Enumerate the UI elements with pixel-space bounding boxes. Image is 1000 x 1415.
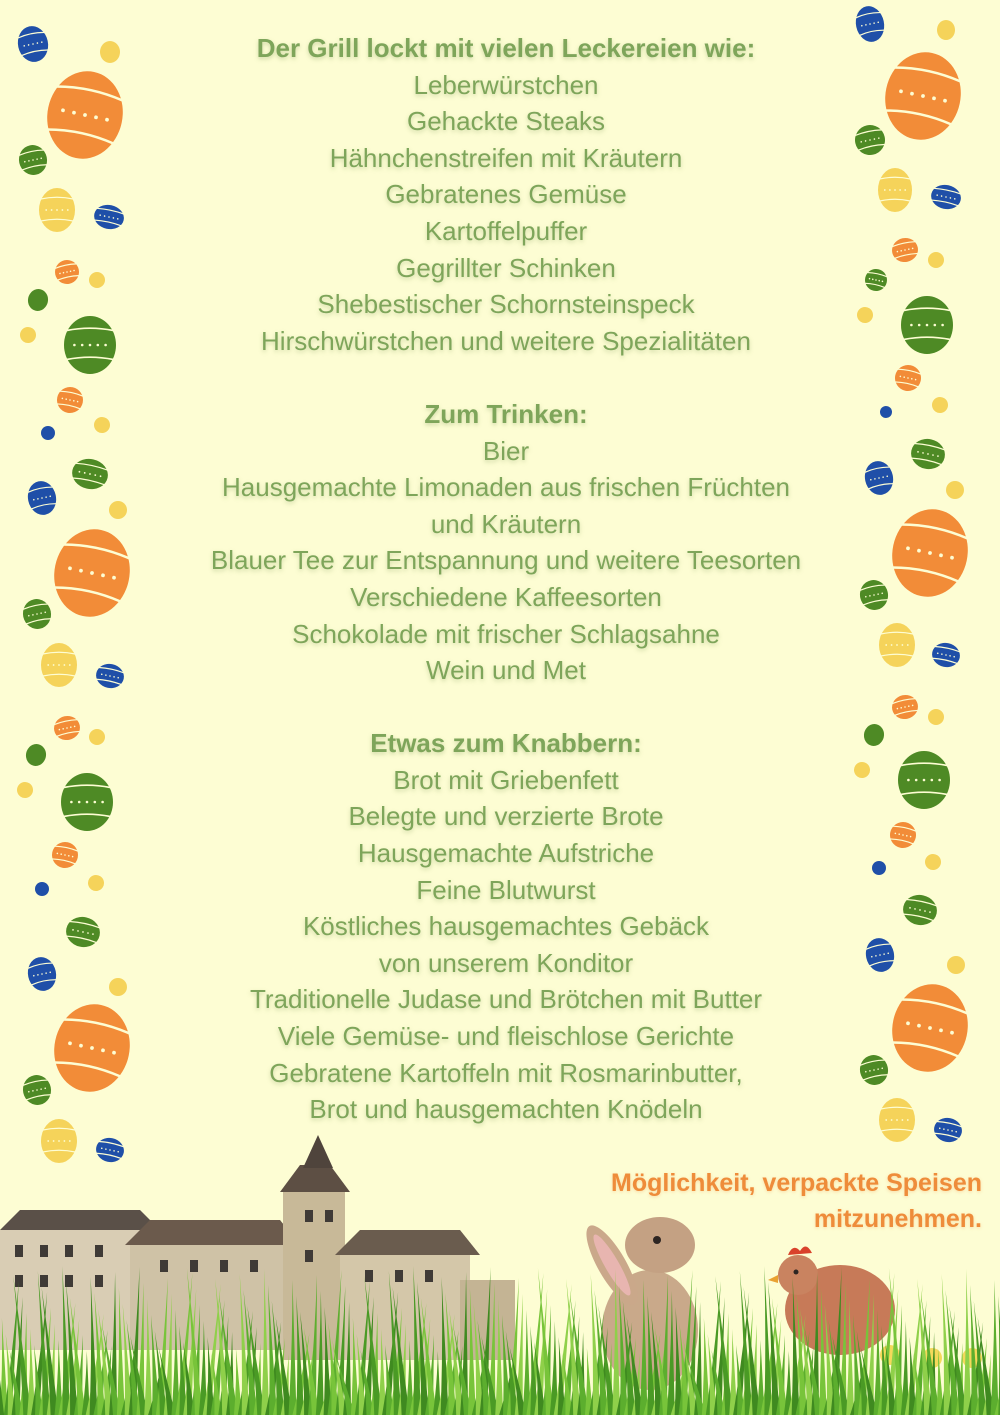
menu-item: Wein und Met: [426, 655, 586, 686]
menu-item: Traditionelle Judase und Brötchen mit Butter: [249, 984, 763, 1015]
menu-item: Hausgemachte Limonaden aus frischen Früchten: [222, 472, 790, 503]
menu-item: Brot und hausgemachten Knödeln: [309, 1094, 703, 1125]
menu-item: Feine Blutwurst: [416, 874, 596, 905]
section-heading: Zum Trinken:: [424, 398, 588, 429]
menu-item: Köstliches hausgemachtes Gebäck: [302, 911, 710, 942]
menu-item: und Kräutern: [430, 508, 582, 539]
menu-item: Verschiedene Kaffeesorten: [350, 581, 662, 612]
menu-item: Schokolade mit frischer Schlagsahne: [292, 618, 720, 649]
menu-item: Gegrillter Schinken: [396, 252, 616, 283]
section-heading: Der Grill lockt mit vielen Leckereien wie:: [256, 33, 756, 63]
menu: [6, 30, 1000, 1164]
menu-item: Gebratenes Gemüse: [385, 179, 627, 210]
menu-item: Kartoffelpuffer: [424, 215, 588, 246]
menu-item: Bier: [482, 435, 530, 466]
menu-item: Belegte und verzierte Brote: [348, 801, 664, 832]
menu-item: Gehackte Steaks: [407, 106, 605, 137]
menu-item: Brot mit Griebenfett: [393, 764, 619, 795]
menu-item: von unserem Konditor: [378, 947, 634, 978]
takeaway-note-line: mitzunehmen.: [813, 1205, 982, 1233]
menu-item: Blauer Tee zur Entspannung und weitere Teesorten: [210, 545, 802, 576]
bottom-scene: [0, 1130, 1000, 1415]
menu-item: Hirschwürstchen und weitere Spezialitäten: [261, 325, 751, 356]
hen-illustration: [768, 1246, 895, 1355]
menu-item: Viele Gemüse- und fleischlose Gerichte: [277, 1021, 735, 1052]
menu-item: Hähnchenstreifen mit Kräutern: [329, 142, 683, 173]
section-heading: Etwas zum Knabbern:: [370, 728, 642, 759]
menu-item: Gebratene Kartoffeln mit Rosmarinbutter,: [269, 1057, 743, 1088]
section-drinks: [6, 396, 1000, 689]
menu-item: Hausgemachte Aufstriche: [357, 838, 655, 869]
takeaway-note-line: Möglichkeit, verpackte Speisen: [611, 1169, 982, 1197]
menu-item: Leberwürstchen: [413, 69, 599, 100]
section-snacks: [6, 725, 1000, 1128]
section-grill: [6, 30, 1000, 359]
menu-item: Shebestischer Schornsteinspeck: [317, 289, 695, 320]
castle-illustration: [0, 1135, 515, 1360]
